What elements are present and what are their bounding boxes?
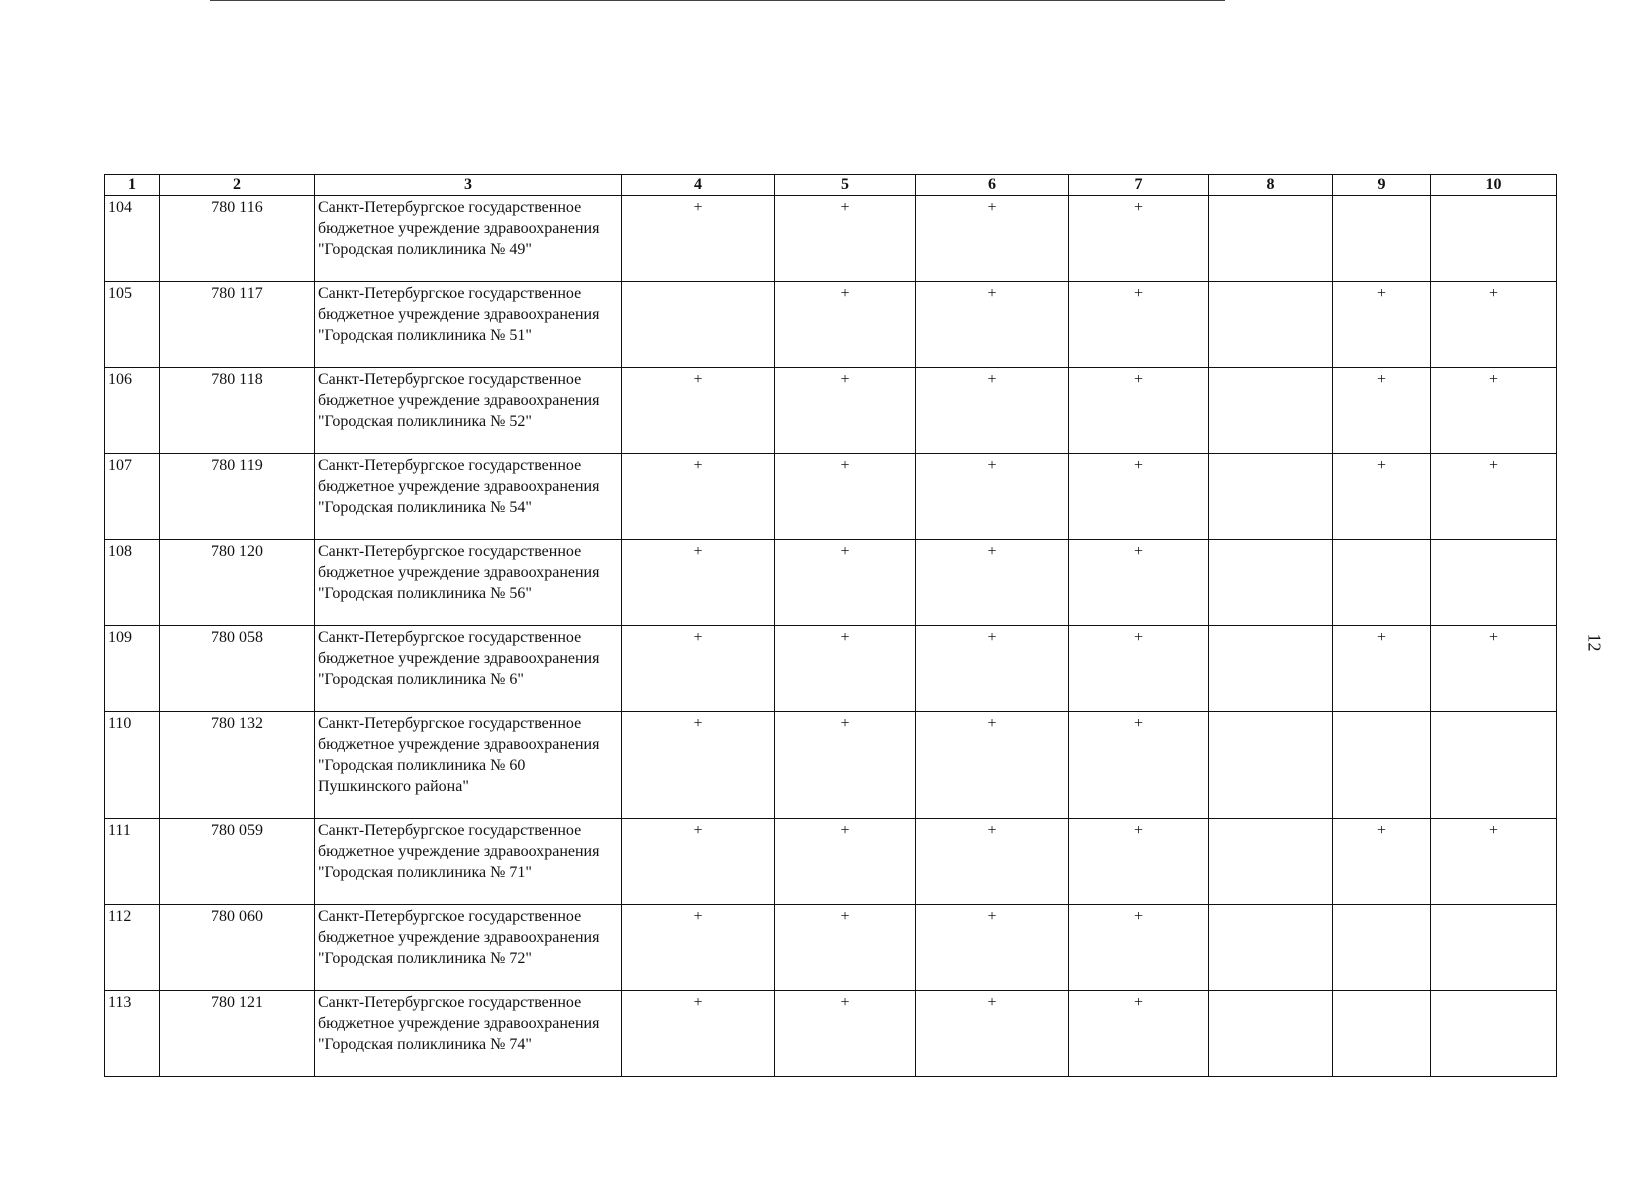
mark-cell: + [1431, 626, 1557, 712]
mark-cell [1333, 196, 1431, 282]
mark-cell: + [1069, 991, 1209, 1077]
row-number: 106 [105, 368, 160, 454]
mark-cell [1209, 905, 1333, 991]
column-header: 9 [1333, 175, 1431, 196]
institution-code: 780 118 [160, 368, 315, 454]
mark-cell: + [1069, 819, 1209, 905]
mark-cell: + [916, 819, 1069, 905]
mark-cell: + [622, 712, 775, 819]
column-header: 6 [916, 175, 1069, 196]
mark-cell: + [1069, 282, 1209, 368]
column-header: 10 [1431, 175, 1557, 196]
mark-cell: + [916, 712, 1069, 819]
row-number: 111 [105, 819, 160, 905]
institution-code: 780 117 [160, 282, 315, 368]
table-row [105, 991, 1557, 1077]
mark-cell [1431, 905, 1557, 991]
mark-cell: + [622, 540, 775, 626]
mark-cell: + [1333, 368, 1431, 454]
mark-cell: + [1431, 819, 1557, 905]
mark-cell [1209, 368, 1333, 454]
institution-code: 780 116 [160, 196, 315, 282]
mark-cell: + [1431, 368, 1557, 454]
institution-name: Санкт-Петербургское государственное бюджетное учреждение здравоохранения "Городская поликлиника № 52" [315, 368, 622, 454]
mark-cell: + [622, 454, 775, 540]
mark-cell [1431, 540, 1557, 626]
mark-cell: + [916, 991, 1069, 1077]
mark-cell [1333, 712, 1431, 819]
mark-cell: + [622, 819, 775, 905]
mark-cell: + [775, 454, 916, 540]
mark-cell: + [916, 454, 1069, 540]
column-header: 3 [315, 175, 622, 196]
mark-cell: + [1333, 282, 1431, 368]
row-number: 105 [105, 282, 160, 368]
institution-code: 780 059 [160, 819, 315, 905]
institution-name: Санкт-Петербургское государственное бюджетное учреждение здравоохранения "Городская поликлиника № 54" [315, 454, 622, 540]
institution-name: Санкт-Петербургское государственное бюджетное учреждение здравоохранения "Городская поликлиника № 51" [315, 282, 622, 368]
mark-cell: + [1069, 454, 1209, 540]
mark-cell: + [775, 368, 916, 454]
institution-name: Санкт-Петербургское государственное бюджетное учреждение здравоохранения "Городская поликлиника № 72" [315, 905, 622, 991]
institutions-table [104, 174, 1557, 1077]
mark-cell: + [775, 712, 916, 819]
column-header: 8 [1209, 175, 1333, 196]
mark-cell: + [1333, 819, 1431, 905]
column-header: 5 [775, 175, 916, 196]
table-row [105, 712, 1557, 819]
table-row [105, 540, 1557, 626]
mark-cell [1333, 905, 1431, 991]
mark-cell [1209, 712, 1333, 819]
institution-name: Санкт-Петербургское государственное бюджетное учреждение здравоохранения "Городская поликлиника № 6" [315, 626, 622, 712]
mark-cell: + [916, 282, 1069, 368]
institution-name: Санкт-Петербургское государственное бюджетное учреждение здравоохранения "Городская поликлиника № 49" [315, 196, 622, 282]
mark-cell: + [1069, 905, 1209, 991]
mark-cell: + [622, 905, 775, 991]
institution-name: Санкт-Петербургское государственное бюджетное учреждение здравоохранения "Городская поликлиника № 71" [315, 819, 622, 905]
row-number: 109 [105, 626, 160, 712]
column-header: 7 [1069, 175, 1209, 196]
mark-cell: + [1069, 196, 1209, 282]
mark-cell: + [1333, 454, 1431, 540]
institution-code: 780 121 [160, 991, 315, 1077]
mark-cell: + [1069, 712, 1209, 819]
mark-cell: + [622, 368, 775, 454]
mark-cell: + [1431, 454, 1557, 540]
institution-code: 780 120 [160, 540, 315, 626]
mark-cell [1209, 626, 1333, 712]
mark-cell: + [775, 626, 916, 712]
table-row [105, 368, 1557, 454]
institution-code: 780 060 [160, 905, 315, 991]
mark-cell: + [775, 819, 916, 905]
mark-cell: + [775, 282, 916, 368]
mark-cell: + [622, 196, 775, 282]
mark-cell: + [916, 626, 1069, 712]
mark-cell [622, 282, 775, 368]
header-row [105, 175, 1557, 196]
table-row [105, 819, 1557, 905]
top-rule [210, 0, 1225, 1]
row-number: 108 [105, 540, 160, 626]
column-header: 1 [105, 175, 160, 196]
mark-cell [1431, 196, 1557, 282]
column-header: 4 [622, 175, 775, 196]
mark-cell: + [622, 626, 775, 712]
table-row [105, 282, 1557, 368]
mark-cell [1431, 991, 1557, 1077]
mark-cell: + [775, 540, 916, 626]
page-number: 12 [1584, 633, 1605, 652]
table-row [105, 196, 1557, 282]
table-row [105, 905, 1557, 991]
mark-cell [1209, 991, 1333, 1077]
mark-cell [1431, 712, 1557, 819]
table-row [105, 626, 1557, 712]
mark-cell [1333, 991, 1431, 1077]
mark-cell: + [1431, 282, 1557, 368]
mark-cell: + [1069, 368, 1209, 454]
mark-cell: + [916, 368, 1069, 454]
table-row [105, 454, 1557, 540]
mark-cell: + [775, 196, 916, 282]
institution-code: 780 119 [160, 454, 315, 540]
column-header: 2 [160, 175, 315, 196]
mark-cell: + [916, 196, 1069, 282]
mark-cell: + [916, 540, 1069, 626]
row-number: 104 [105, 196, 160, 282]
mark-cell: + [1333, 626, 1431, 712]
row-number: 112 [105, 905, 160, 991]
row-number: 110 [105, 712, 160, 819]
mark-cell [1209, 196, 1333, 282]
institution-name: Санкт-Петербургское государственное бюджетное учреждение здравоохранения "Городская поликлиника № 56" [315, 540, 622, 626]
institution-name: Санкт-Петербургское государственное бюджетное учреждение здравоохранения "Городская поликлиника № 74" [315, 991, 622, 1077]
mark-cell: + [916, 905, 1069, 991]
mark-cell: + [775, 905, 916, 991]
mark-cell [1333, 540, 1431, 626]
mark-cell [1209, 819, 1333, 905]
institution-name: Санкт-Петербургское государственное бюджетное учреждение здравоохранения "Городская поликлиника № 60 Пушкинского района" [315, 712, 622, 819]
mark-cell: + [1069, 540, 1209, 626]
row-number: 113 [105, 991, 160, 1077]
institution-code: 780 132 [160, 712, 315, 819]
mark-cell: + [622, 991, 775, 1077]
mark-cell [1209, 282, 1333, 368]
mark-cell [1209, 540, 1333, 626]
institution-code: 780 058 [160, 626, 315, 712]
row-number: 107 [105, 454, 160, 540]
mark-cell: + [1069, 626, 1209, 712]
mark-cell [1209, 454, 1333, 540]
mark-cell: + [775, 991, 916, 1077]
